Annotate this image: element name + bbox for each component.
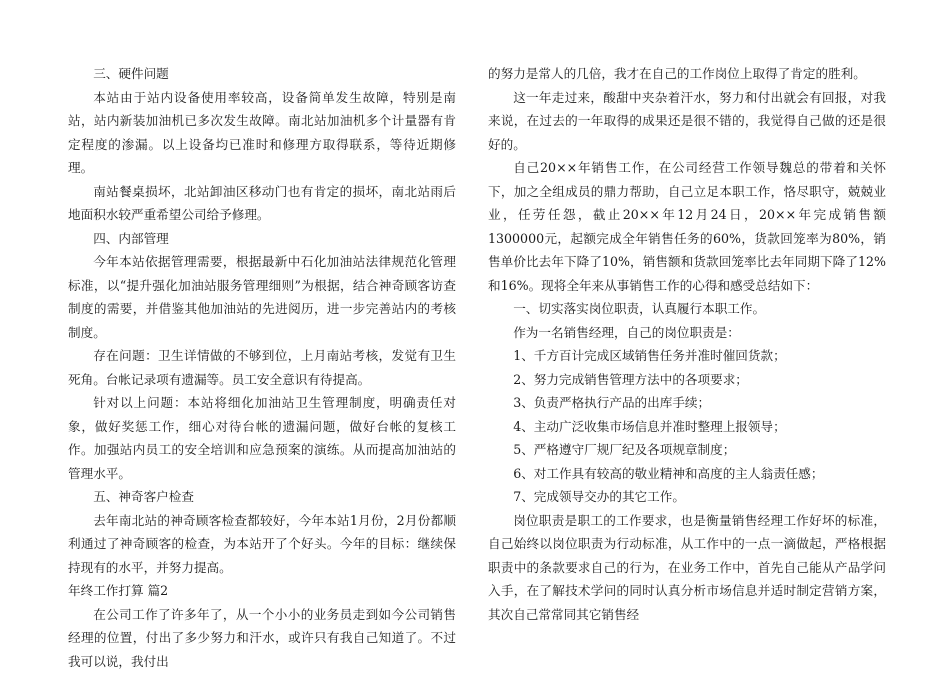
left-paragraph: 本站由于站内设备使用率较高，设备简单发生故障，特别是南站，站内新装加油机已多次发生故障。南北站加油机多个计量器有肯定程度的渗漏。以上设备均已准时和修理方取得联系，等待近期修理。 (68, 86, 456, 180)
right-column (488, 62, 886, 626)
right-paragraph: 作为一名销售经理，自己的岗位职责是： (488, 321, 886, 345)
left-paragraph: 针对以上问题：本站将细化加油站卫生管理制度，明确责任对象，做好奖惩工作，细心对待台帐的遗漏问题，做好台帐的复核工作。加强站内员工的安全培训和应急预案的演练。从而提高加油站的管理水平。 (68, 391, 456, 485)
right-paragraph: 的努力是常人的几倍，我才在自己的工作岗位上取得了肯定的胜利。 (488, 62, 886, 86)
right-paragraph: 这一年走过来，酸甜中夹杂着汗水，努力和付出就会有回报，对我来说，在过去的一年取得的成果还是很不错的，我觉得自己做的还是很好的。 (488, 86, 886, 157)
right-paragraph: 6、对工作具有较高的敬业精神和高度的主人翁责任感； (488, 462, 886, 486)
right-paragraph: 3、负责严格执行产品的出库手续； (488, 391, 886, 415)
right-paragraph: 5、严格遵守厂规厂纪及各项规章制度； (488, 438, 886, 462)
right-paragraph: 4、主动广泛收集市场信息并准时整理上报领导； (488, 415, 886, 439)
left-paragraph: 存在问题：卫生详情做的不够到位，上月南站考核，发觉有卫生死角。台帐记录项有遗漏等。员工安全意识有待提高。 (68, 344, 456, 391)
left-paragraph: 南站餐桌损坏，北站卸油区移动门也有肯定的损坏，南北站雨后地面积水较严重希望公司给予修理。 (68, 180, 456, 227)
left-paragraph: 今年本站依据管理需要，根据最新中石化加油站法律规范化管理标准，以“提升强化加油站服务管理细则”为根据，结合神奇顾客访查制度的需要，并借鉴其他加油站的先进阅历，进一步完善站内的考核制度。 (68, 250, 456, 344)
left-paragraph: 五、神奇客户检查 (68, 485, 456, 509)
left-paragraph: 在公司工作了许多年了，从一个小小的业务员走到如今公司销售经理的位置，付出了多少努力和汗水，或许只有我自己知道了。不过我可以说，我付出 (68, 603, 456, 673)
left-column (68, 62, 456, 673)
left-paragraph: 去年南北站的神奇顾客检查都较好，今年本站1月份，2月份都顺利通过了神奇顾客的检查，为本站开了个好头。今年的目标：继续保持现有的水平，并努力提高。 (68, 509, 456, 580)
left-paragraph: 三、硬件问题 (68, 62, 456, 86)
left-paragraph: 四、内部管理 (68, 227, 456, 251)
right-paragraph: 1、千方百计完成区域销售任务并准时催回货款； (488, 344, 886, 368)
right-paragraph: 2、努力完成销售管理方法中的各项要求； (488, 368, 886, 392)
right-paragraph: 7、完成领导交办的其它工作。 (488, 485, 886, 509)
left-paragraph: 年终工作打算 篇2 (68, 579, 456, 603)
right-paragraph: 一、切实落实岗位职责，认真履行本职工作。 (488, 297, 886, 321)
right-paragraph: 自己20××年销售工作，在公司经营工作领导魏总的带着和关怀下，加之全组成员的鼎力帮助，自己立足本职工作，恪尽职守，兢兢业业，任劳任怨，截止20××年12月24日，20××年完成销售额1300000元，起额完成全年销售任务的60%，货款回笼率为80%，销售单价比去年下降了10%，销售额和货款回笼率比去年同期下降了12%和16%。现将全年来从事销售工作的心得和感受总结如下： (488, 156, 886, 297)
right-paragraph: 岗位职责是职工的工作要求，也是衡量销售经理工作好坏的标准，自己始终以岗位职责为行动标准，从工作中的一点一滴做起，严格根据职责中的条款要求自己的行为，在业务工作中，首先自己能从产品学问入手，在了解技术学问的同时认真分析市场信息并适时制定营销方案，其次自己常常同其它销售经 (488, 509, 886, 627)
